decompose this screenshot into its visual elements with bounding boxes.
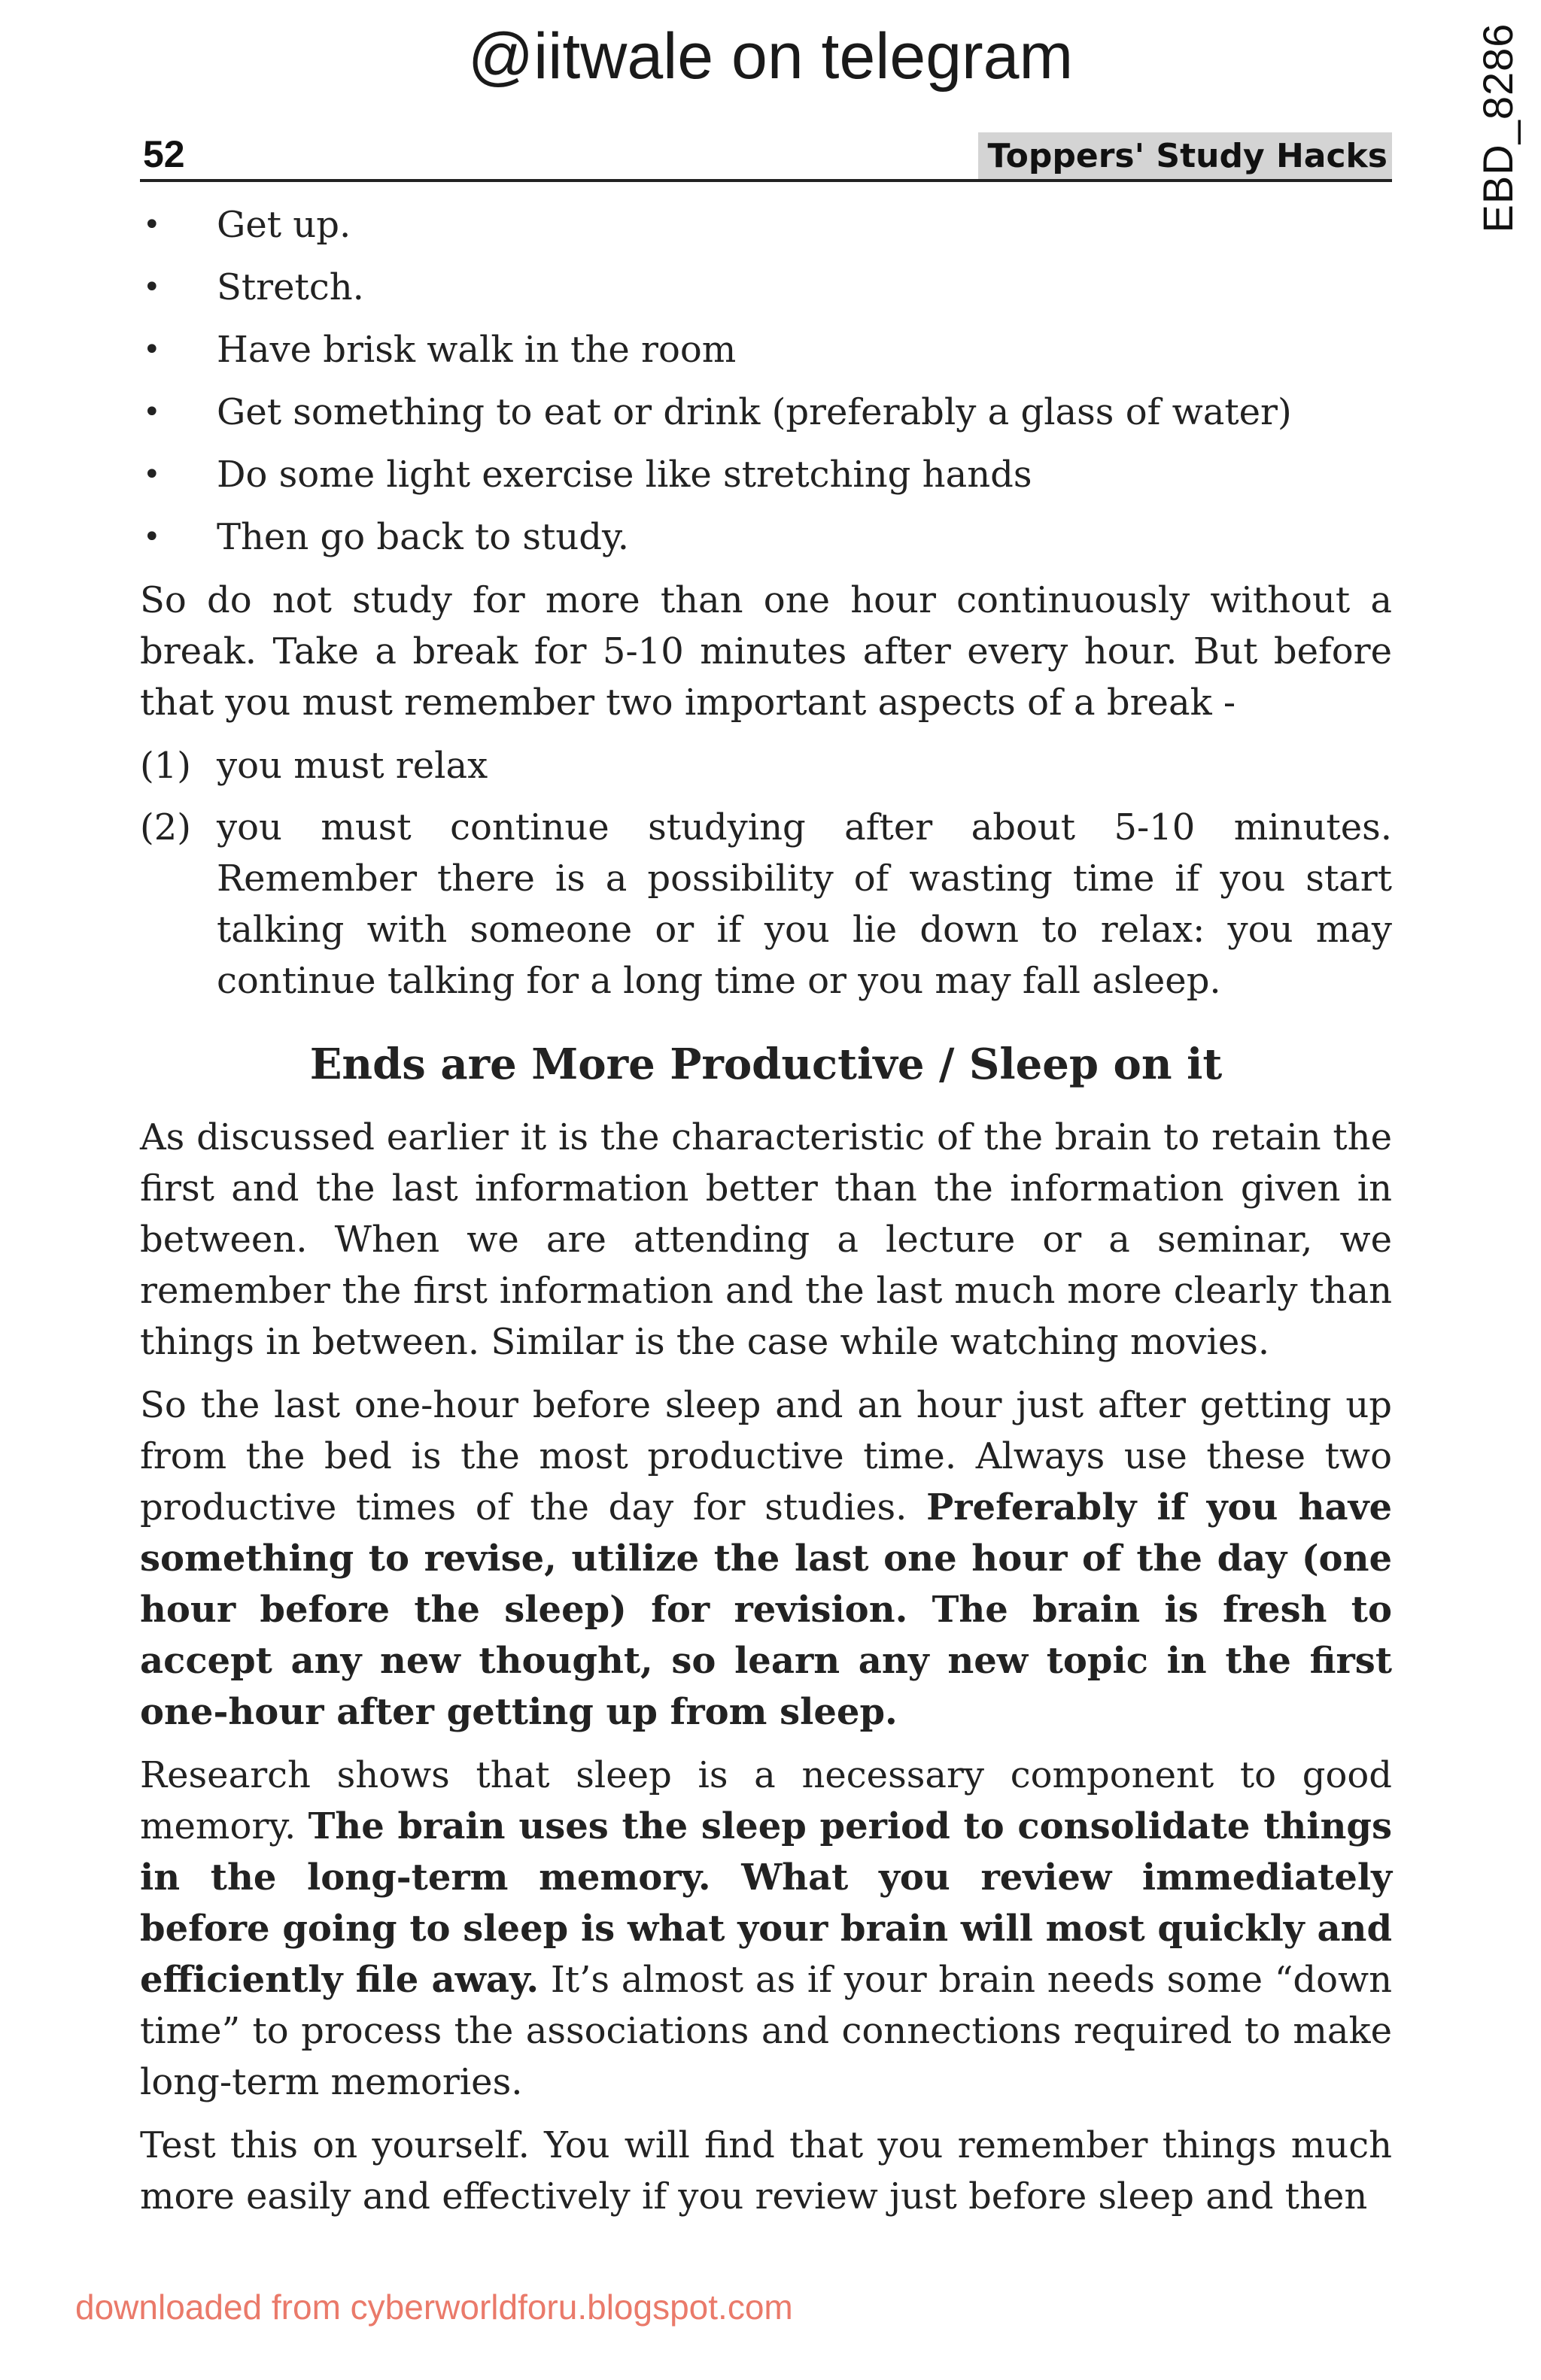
telegram-watermark: @iitwale on telegram (467, 20, 1074, 93)
bullet-icon: • (143, 270, 161, 305)
break-steps-list (140, 194, 1392, 569)
break-paragraph: So do not study for more than one hour continuously without a break. Take a break for 5-10 minutes after every hour. But before that you must remember two important aspects of a break - (140, 579, 1392, 724)
running-title: Toppers' Study Hacks (978, 132, 1392, 179)
break-aspects-list (140, 740, 1392, 1006)
list-item: (1) you must relax (140, 740, 1392, 791)
bullet-icon: • (143, 520, 161, 554)
section-heading: Ends are More Productive / Sleep on it (309, 1040, 1223, 1089)
list-item: • Stretch. (140, 257, 1392, 319)
list-item: • Get something to eat or drink (preferably a glass of water) (140, 381, 1392, 444)
page-number: 52 (143, 133, 185, 175)
emphasis-text: The brain uses the sleep period to consolidate things in the long-term memory. What you review immediately before going to sleep is what your brain will most quickly and efficiently file away. (140, 1805, 1392, 2001)
emphasis-text: Preferably if you have something to revise, utilize the last one hour of the day (one hour before the sleep) for revision. The brain is fresh to accept any new thought, so learn any new topic in the first one-hour after getting up from sleep. (140, 1486, 1393, 1733)
page-header (140, 126, 1392, 182)
page-body (140, 194, 1392, 2234)
item-number: (2) (140, 806, 191, 848)
list-item: • Get up. (140, 194, 1392, 257)
ends-paragraph: As discussed earlier it is the characteristic of the brain to retain the first and the last information better than the information given in between. When we are attending a lecture or a seminar, we remember the first information and the last much more clearly than things in between. Similar is the case while watching movies. (140, 1116, 1392, 1363)
bullet-icon: • (143, 208, 161, 242)
side-code-label: EBD_8286 (1473, 23, 1521, 233)
item-number: (1) (140, 745, 191, 787)
test-paragraph: Test this on yourself. You will find that you remember things much more easily and effectively if you review just before sleep and then (140, 2124, 1392, 2218)
bullet-icon: • (143, 457, 161, 492)
download-source-link[interactable]: downloaded from cyberworldforu.blogspot.com (75, 2287, 793, 2327)
list-item: (2) you must continue studying after about 5-10 minutes. Remember there is a possibility of wasting time if you start talking with someone or if you lie down to relax: you may continue talking for a long time or you may fall asleep. (140, 802, 1392, 1006)
list-item: • Do some light exercise like stretching hands (140, 444, 1392, 506)
last-hour-paragraph: So the last one-hour before sleep and an hour just after getting up from the bed is the most productive time. Always use these two productive times of the day for studies. Preferably if you have something to revise, utilize the last one hour of the day (one hour before the sleep) for revision. The brain is fresh to accept any new thought, so learn any new topic in the first one-hour after getting up from sleep. (140, 1384, 1393, 1733)
research-paragraph: Research shows that sleep is a necessary component to good memory. The brain uses the sleep period to consolidate things in the long-term memory. What you review immediately before going to sleep is what your brain will most quickly and efficiently file away. It’s almost as if your brain needs some “down time” to process the associations and connections required to make long-term memories. (140, 1754, 1393, 2103)
list-item: • Then go back to study. (140, 506, 1392, 569)
list-item: • Have brisk walk in the room (140, 319, 1392, 381)
bullet-icon: • (143, 332, 161, 367)
bullet-icon: • (143, 395, 161, 430)
